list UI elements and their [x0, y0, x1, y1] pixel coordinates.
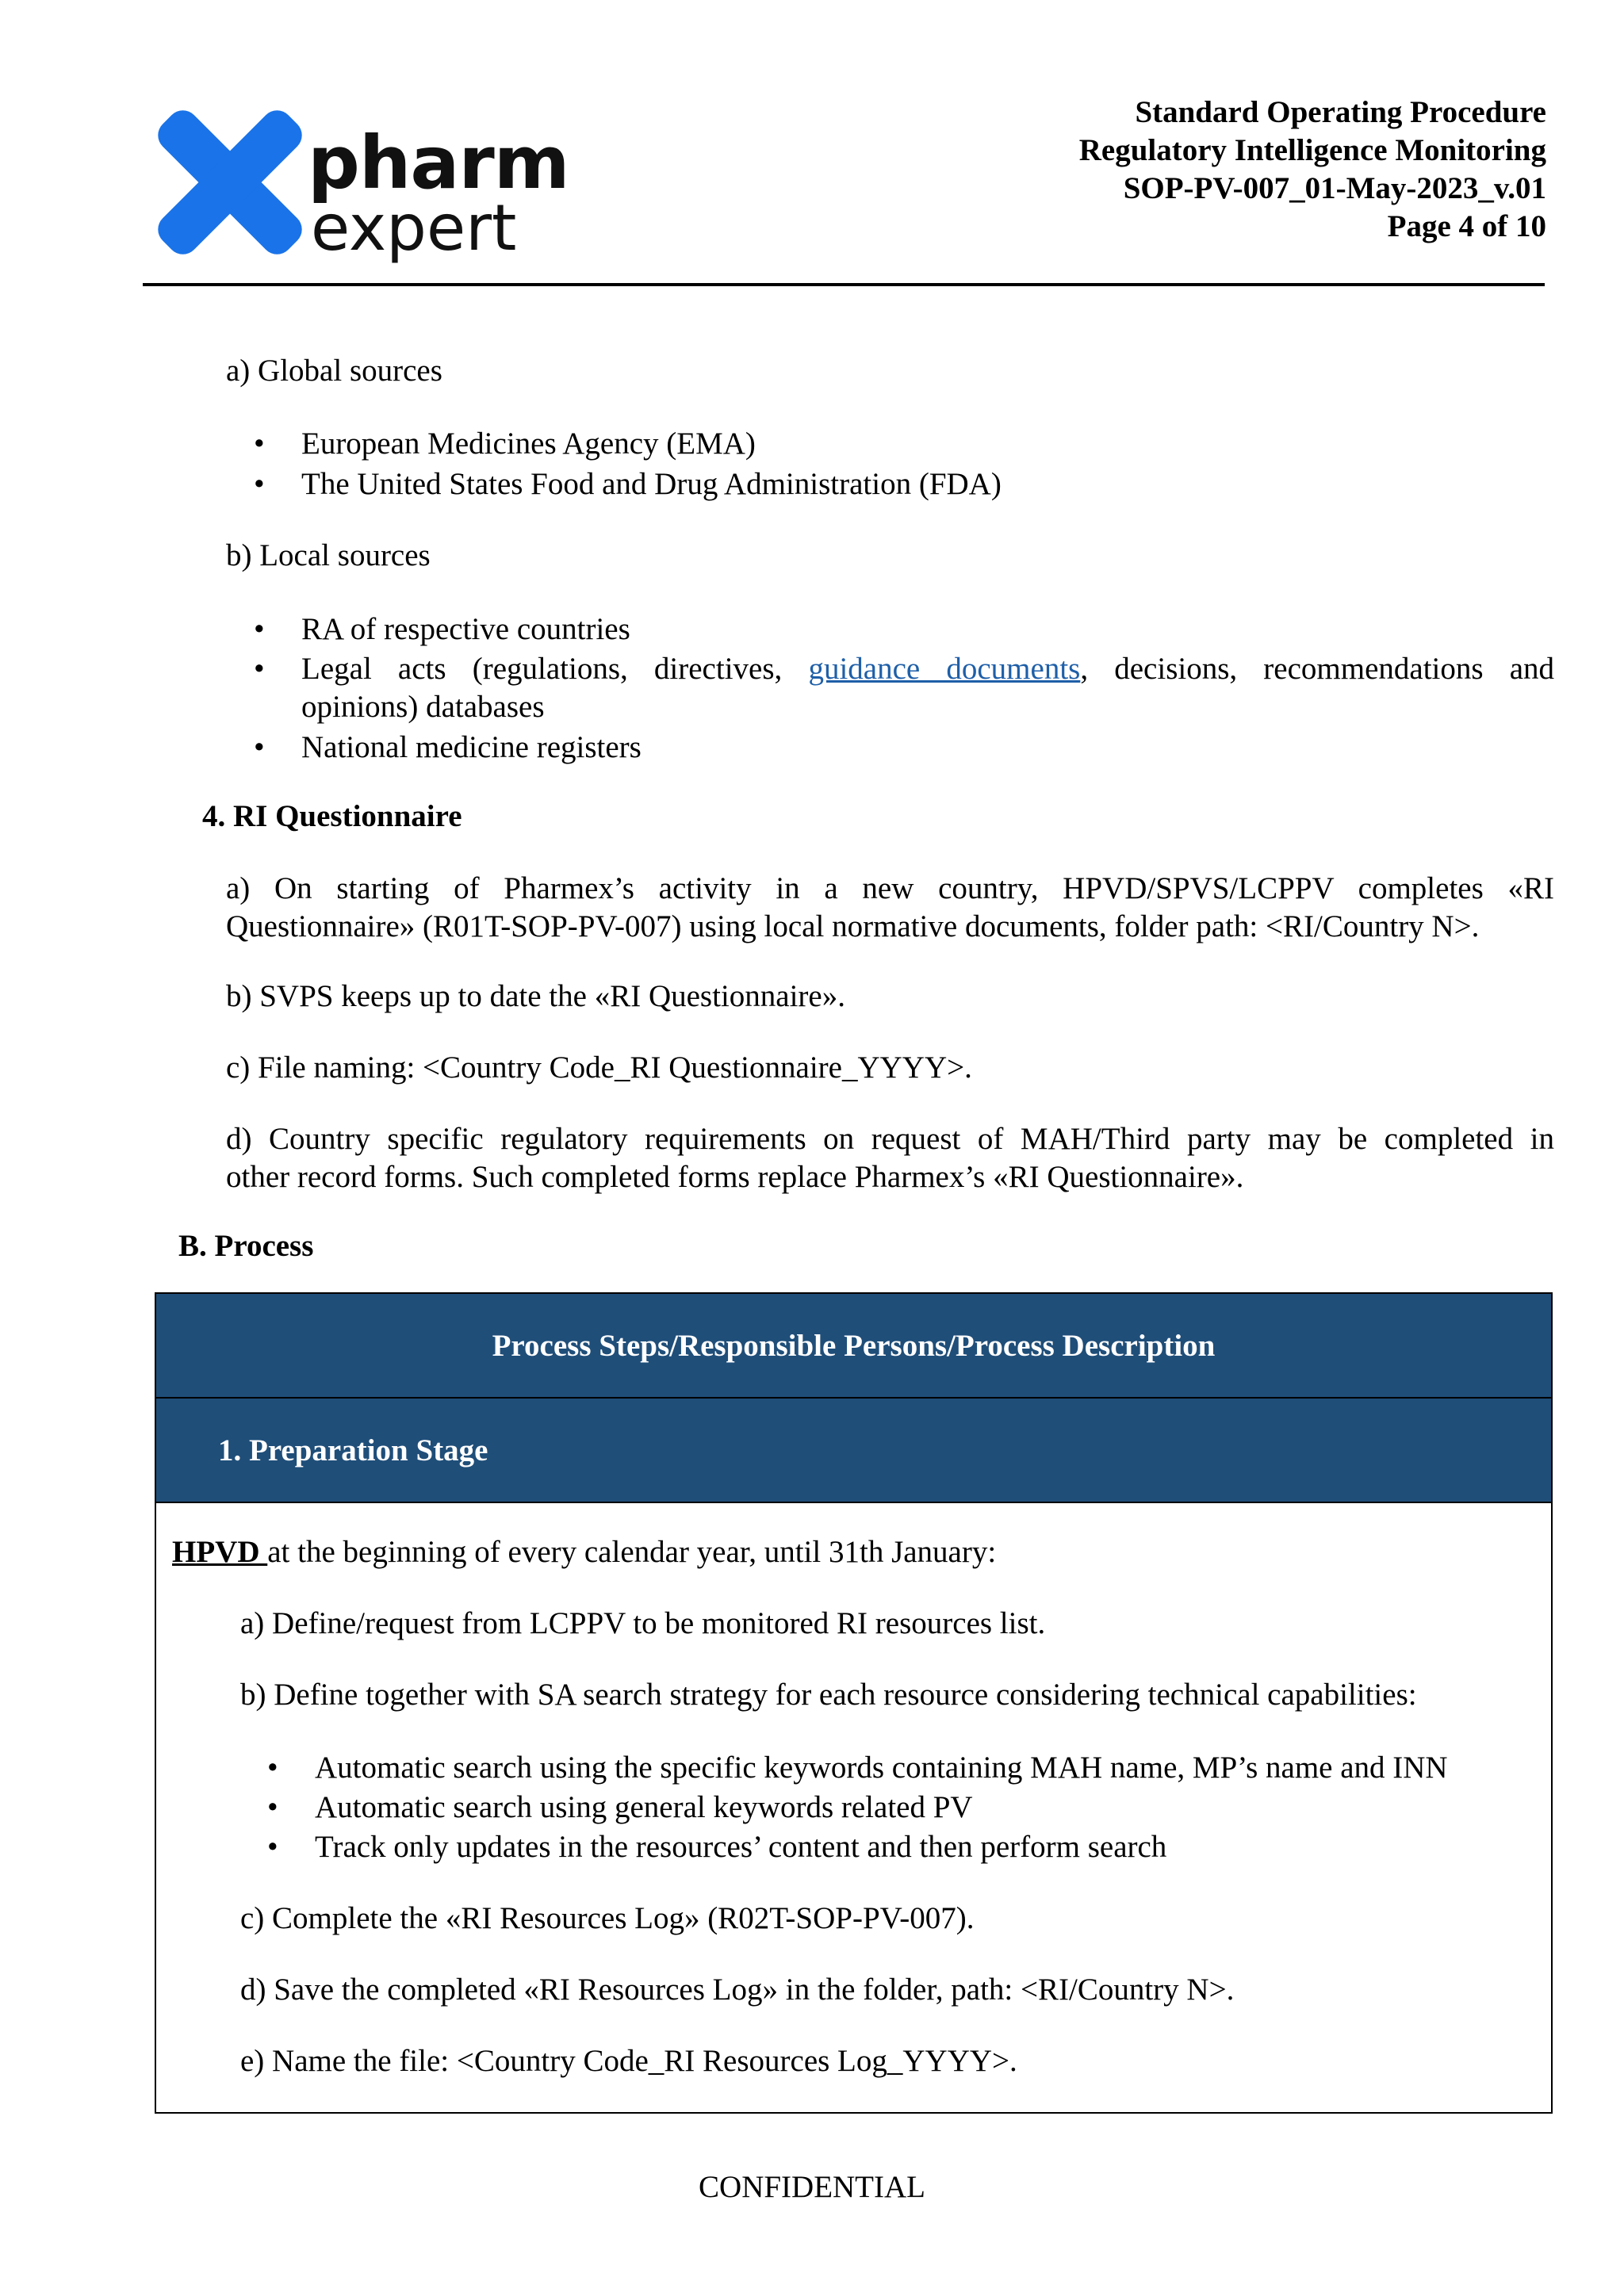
header-subtitle: Regulatory Intelligence Monitoring — [1078, 133, 1546, 167]
table-header: Process Steps/Responsible Persons/Process Description — [156, 1294, 1551, 1397]
list-item-text: Automatic search using the specific keywords containing MAH name, MP’s name and INN — [315, 1751, 1448, 1785]
step-d: d) Save the completed «RI Resources Log» in the folder, path: <RI/Country N>. — [240, 1973, 1235, 2007]
bullet-icon: • — [254, 427, 265, 461]
list-item-text: Automatic search using general keywords related PV — [315, 1790, 973, 1824]
header-title: Standard Operating Procedure — [1135, 95, 1546, 129]
step-c: c) Complete the «RI Resources Log» (R02T-SOP-PV-007). — [240, 1901, 975, 1935]
questionnaire-d-line1: d) Country specific regulatory requirements on request of MAH/Third party may be completed in — [226, 1122, 1554, 1156]
bullet-icon: • — [267, 1790, 278, 1824]
global-sources-label: a) Global sources — [226, 354, 442, 388]
questionnaire-b: b) SVPS keeps up to date the «RI Questionnaire». — [226, 979, 845, 1013]
confidential-footer: CONFIDENTIAL — [699, 2170, 925, 2204]
section-heading: 4. RI Questionnaire — [202, 799, 462, 833]
bullet-icon: • — [267, 1830, 278, 1864]
stage-title: 1. Preparation Stage — [156, 1399, 1551, 1502]
bullet-icon: • — [254, 730, 265, 764]
step-e: e) Name the file: <Country Code_RI Resources Log_YYYY>. — [240, 2044, 1017, 2078]
logo-word-bottom: expert — [311, 191, 517, 265]
document-header — [753, 94, 1546, 246]
list-item-text: RA of respective countries — [301, 612, 630, 646]
list-item-text: , decisions, recommendations and — [1080, 652, 1555, 686]
bullet-icon: • — [254, 467, 265, 501]
logo-word-top: pharm — [308, 121, 569, 205]
questionnaire-d-line2: other record forms. Such completed forms replace Pharmex’s «RI Questionnaire». — [226, 1160, 1244, 1194]
header-page-number: Page 4 of 10 — [1387, 209, 1546, 243]
questionnaire-c: c) File naming: <Country Code_RI Questionnaire_YYYY>. — [226, 1050, 972, 1085]
table-divider — [156, 1502, 1551, 1503]
questionnaire-a-line1: a) On starting of Pharmex’s activity in a new country, HPVD/SPVS/LCPPV completes «RI — [226, 871, 1554, 905]
step-b: b) Define together with SA search strategy for each resource considering technical capabilities: — [240, 1678, 1417, 1712]
process-table — [155, 1292, 1553, 2114]
header-divider — [143, 283, 1545, 286]
company-logo — [151, 103, 569, 266]
local-sources-label: b) Local sources — [226, 538, 431, 572]
questionnaire-a-line2: Questionnaire» (R01T-SOP-PV-007) using local normative documents, folder path: <RI/Country N>. — [226, 909, 1480, 943]
list-item-text: The United States Food and Drug Administration (FDA) — [301, 467, 1002, 501]
list-item-text: Track only updates in the resources’ content and then perform search — [315, 1830, 1167, 1864]
bullet-icon: • — [254, 652, 265, 686]
list-item-text: Legal acts (regulations, directives, — [301, 652, 809, 686]
bullet-icon: • — [254, 612, 265, 646]
responsible-role: HPVD — [172, 1535, 268, 1569]
step-a: a) Define/request from LCPPV to be monitored RI resources list. — [240, 1606, 1046, 1640]
stage-intro-text: at the beginning of every calendar year, until 31th January: — [267, 1535, 997, 1569]
pharmexpert-x-mark-icon — [151, 103, 309, 262]
list-item-text: European Medicines Agency (EMA) — [301, 427, 756, 461]
list-item-text: opinions) databases — [301, 690, 545, 724]
bullet-icon: • — [267, 1751, 278, 1785]
header-doc-code: SOP-PV-007_01-May-2023_v.01 — [1123, 171, 1546, 205]
list-item-text: National medicine registers — [301, 730, 642, 764]
guidance-documents-link[interactable]: guidance documents — [808, 652, 1081, 686]
process-heading: B. Process — [178, 1229, 314, 1263]
stage-intro — [172, 1533, 996, 1571]
